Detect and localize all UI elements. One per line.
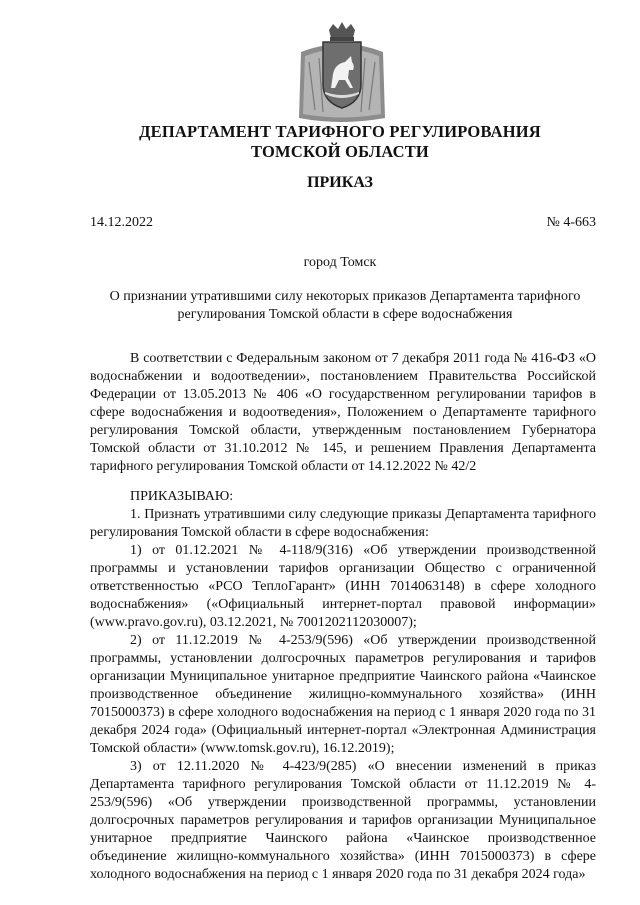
document-type: ПРИКАЗ [307, 174, 373, 191]
order-date: 14.12.2022 [90, 215, 153, 230]
city-line: город Томск [303, 255, 377, 270]
order-word: ПРИКАЗЫВАЮ: [130, 489, 234, 504]
subitem-1-paragraph: 1) от 01.12.2021 № 4-118/9(316) «Об утверждении производственной программы и установлении тарифов организации Общество с ограниченной ответственностью «РСО ТеплоГарант» (ИНН 7014063148) в сфере холодного водоснабжения» («Официальный интернет-портал правовой информации» (www.pravo.gov.ru), 03.12.2021, № 7001202112030007); [90, 543, 596, 630]
item-1-paragraph: 1. Признать утратившими силу следующие приказы Департамента тарифного регулирования Томской области в сфере водоснабжения: [90, 507, 596, 540]
department-title-line1: ДЕПАРТАМЕНТ ТАРИФНОГО РЕГУЛИРОВАНИЯ [139, 122, 541, 141]
subitem-2-paragraph: 2) от 11.12.2019 № 4-253/9(596) «Об утверждении производственной программы, установлении долгосрочных параметров регулирования и тарифов организации Муниципальное унитарное предприятие Чаинского района «Чаинское производственное объединение жилищно-коммунального хозяйства» (ИНН 7015000373) в сфере холодного водоснабжения на период с 1 января 2020 года по 31 декабря 2024 года» (Официальный интернет-портал «Электронная Администрация Томской области» (www.tomsk.gov.ru), 16.12.2019); [90, 633, 596, 756]
preamble-paragraph: В соответствии с Федеральным законом от 7 декабря 2011 года № 416-ФЗ «О водоснабжении и водоотведении», постановлением Правительства Российской Федерации от 13.05.2013 № 406 «О государственном регулировании тарифов в сфере водоснабжения и водоотведения», Положением о Департаменте тарифного регулирования Томской области, утвержденным постановлением Губернатора Томской области от 31.10.2012 № 145, и решением Правления Департамента тарифного регулирования Томской области от 14.12.2022 № 42/2 [90, 351, 596, 474]
order-body [90, 350, 596, 884]
order-number: № 4-663 [546, 215, 596, 230]
department-title [60, 122, 620, 162]
order-subject: О признании утратившими силу некоторых приказов Департамента тарифного регулирования Томской области в сфере водоснабжения [109, 289, 581, 322]
department-title-line2: ТОМСКОЙ ОБЛАСТИ [251, 142, 429, 161]
subitem-3-paragraph: 3) от 12.11.2020 № 4-423/9(285) «О внесении изменений в приказ Департамента тарифного регулирования Томской области от 11.12.2019 № 4-253/9(596) «Об утверждении производственной программы, установлении долгосрочных параметров регулирования и тарифов организации Муниципальное унитарное предприятие Чаинского района «Чаинское производственное объединение жилищно-коммунального хозяйства» (ИНН 7015000373) в сфере холодного водоснабжения на период с 1 января 2020 года по 31 декабря 2024 года» [90, 759, 596, 882]
tomsk-oblast-coat-of-arms-icon [295, 22, 389, 126]
